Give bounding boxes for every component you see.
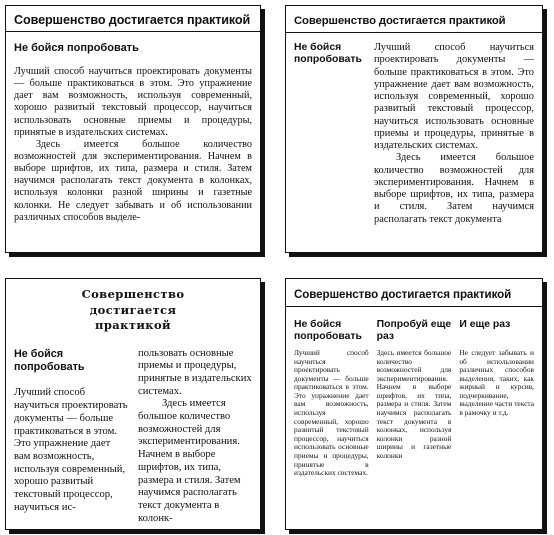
body-text (374, 42, 534, 226)
paragraph: Здесь имеется большое количество возможностей для экспериментирования. Начнем в выборе шрифтов, их типа, размера и стиля. Затем научимся располагать текст документа в колонк- (138, 398, 241, 524)
content-columns (14, 348, 252, 526)
column-3 (459, 319, 534, 478)
panel-title: Совершенство достигается практикой (81, 287, 185, 333)
content-columns (294, 319, 534, 478)
layout-sample-three-columns (285, 278, 543, 530)
paragraph: Лучший способ научиться проектировать документы — больше практиковаться в этом. Это упражнение дает вам возможность, используя современный, хорошо развитый текстовый процессор, научиться использовать основные приемы и процедуры, принятые в издательских системах. (374, 42, 534, 152)
body-text (294, 349, 369, 478)
paragraph: Здесь имеется большое количество возможностей для экспериментирования. Начнем в выборе шрифтов, их типа, размера и стиля. Затем научимся располагать текст документа в колонках, используя колонки разной ширины и газетные колонки (376, 348, 452, 460)
section-heading: Попробуй еще раз (376, 319, 452, 342)
panel-title: Совершенство достигается практикой (294, 15, 506, 27)
section-heading: Не бойся попробовать (14, 347, 85, 373)
layout-sample-two-columns (5, 278, 261, 530)
panel-title: Совершенство достигается практикой (294, 288, 512, 301)
paragraph: Лучший способ научиться проектировать документы — больше практиковаться в этом. Это упражнение дает вам возможность, используя современный, хорошо развитый текстовый процессор, научиться ис- (14, 387, 128, 513)
paragraph: пользовать основные приемы и процедуры, принятые в издательских системах. (138, 347, 252, 397)
section-heading: Не бойся попробовать (14, 42, 139, 54)
paragraph: Лучший способ научиться проектировать документы — больше практиковаться в этом. Это упражнение дает вам возможность, используя современный, хорошо развитый текстовый процессор, научиться использовать основные приемы и процедуры, принятые в издательских системах. (14, 66, 252, 138)
paragraph: Не следует забывать и об использовании различных способов выделения, таких, как жирный и курсив, подчеркивание, выделение части текста в рамочку и т.д. (459, 348, 535, 418)
section-heading: Не бойся попробовать (294, 319, 362, 342)
body-text (14, 387, 128, 514)
section-heading: И еще раз (459, 319, 511, 330)
column-1 (294, 319, 369, 478)
title-rule (286, 306, 542, 307)
body-text (138, 348, 252, 526)
column-right (138, 348, 252, 526)
layout-sample-single-column (5, 5, 261, 253)
layout-sample-side-heading (285, 5, 543, 253)
column-left (14, 348, 128, 526)
paragraph: Лучший способ научиться проектировать документы — больше практиковаться в этом. Это упражнение дает вам возможность, используя современный, хорошо развитый текстовый процессор, научиться использовать основные приемы и процедуры, принятые в издательских системах. (294, 348, 369, 478)
title-rule (6, 31, 260, 32)
column-2 (377, 319, 452, 478)
body-text (377, 349, 452, 461)
body-text (459, 349, 534, 418)
panel-title: Совершенство достигается практикой (14, 13, 251, 27)
paragraph: Здесь имеется большое количество возможностей для экспериментирования. Начнем в выборе шрифтов, их типа, размера и стиля. Затем научимся располагать текст документа в колонках, используя колонки разной ширины и газетные колонки. Не следует забывать и об использовании различных способов выделе- (14, 138, 252, 223)
section-heading: Не бойся попробовать (294, 42, 362, 66)
content-columns (294, 42, 534, 226)
body-text (14, 66, 252, 224)
paragraph: Здесь имеется большое количество возможностей для экспериментирования. Начнем в выборе шрифтов, их типа, размера и стиля. Затем научимся располагать текст документа (374, 152, 534, 225)
title-rule (286, 32, 542, 33)
